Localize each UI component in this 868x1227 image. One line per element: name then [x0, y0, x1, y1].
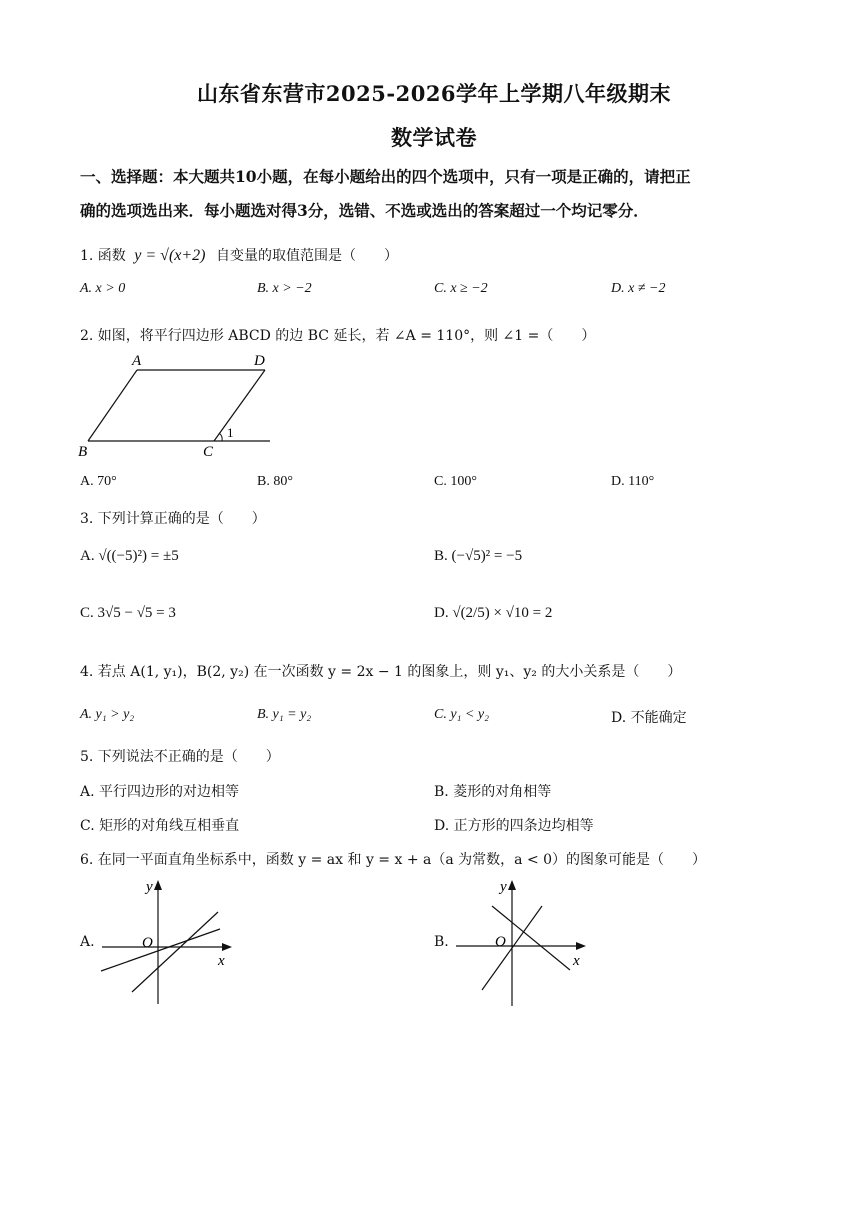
q6b-axis-x: x [573, 953, 580, 969]
q2-option-c[interactable]: C. 100° [434, 474, 477, 489]
q1-prefix: 1. 函数 [80, 248, 126, 264]
section-instruction-line1: 一、选择题：本大题共10小题，在每小题给出的四个选项中，只有一项是正确的，请把正 [80, 167, 691, 186]
label-b: B [78, 444, 88, 460]
q3-option-a[interactable]: A. √((−5)²) = ±5 [80, 548, 179, 564]
label-angle-1: 1 [227, 425, 234, 440]
q4-option-c[interactable]: C. y₁ < y₂ [434, 707, 489, 722]
q6a-axis-x: x [218, 953, 225, 969]
q6-option-a-label[interactable]: A. [80, 934, 95, 950]
q6-graph-b[interactable] [452, 876, 592, 1010]
q5-option-a[interactable]: A. 平行四边形的对边相等 [80, 784, 240, 800]
label-c: C [203, 444, 214, 460]
q5-option-b[interactable]: B. 菱形的对角相等 [434, 784, 552, 800]
q6-stem: 6. 在同一平面直角坐标系中，函数 y = ax 和 y = x + a（a 为常数，a < 0）的图象可能是（ ） [80, 852, 707, 868]
q1-option-d[interactable]: D. x ≠ −2 [611, 281, 666, 296]
q4-option-a[interactable]: A. y₁ > y₂ [80, 707, 135, 722]
q3-option-c[interactable]: C. 3√5 − √5 = 3 [80, 605, 176, 621]
section-instruction-line2: 确的选项选出来．每小题选对得3分，选错、不选或选出的答案超过一个均记零分． [80, 201, 649, 220]
q5-option-c[interactable]: C. 矩形的对角线互相垂直 [80, 818, 240, 834]
q6b-origin: O [495, 934, 506, 950]
q1-option-b[interactable]: B. x > −2 [257, 281, 312, 296]
q3-option-d[interactable]: D. √(2/5) × √10 = 2 [434, 605, 553, 621]
q2-option-a[interactable]: A. 70° [80, 474, 117, 489]
label-a: A [132, 353, 142, 369]
q4-option-d[interactable]: D. 不能确定 [611, 710, 687, 726]
q2-stem: 2. 如图，将平行四边形 ABCD 的边 BC 延长，若 ∠A = 110°，则 ∠1 =（ ） [80, 328, 596, 344]
q1-option-a[interactable]: A. x > 0 [80, 281, 126, 296]
q3-option-b[interactable]: B. (−√5)² = −5 [434, 548, 523, 564]
q4-stem: 4. 若点 A(1, y₁)，B(2, y₂) 在一次函数 y = 2x − 1 的图象上，则 y₁、y₂ 的大小关系是（ ） [80, 664, 682, 680]
q6b-axis-y: y [500, 879, 507, 895]
q6a-axis-y: y [146, 879, 153, 895]
q3-stem: 3. 下列计算正确的是（ ） [80, 511, 266, 527]
q5-option-d[interactable]: D. 正方形的四条边均相等 [434, 818, 594, 834]
parallelogram-figure [76, 350, 276, 460]
q6-option-b-label[interactable]: B. [434, 934, 449, 950]
q2-option-d[interactable]: D. 110° [611, 474, 655, 489]
q1-option-c[interactable]: C. x ≥ −2 [434, 281, 488, 296]
q1-formula: y = √(x+2) [134, 247, 206, 264]
q6a-origin: O [142, 935, 153, 951]
label-d: D [254, 353, 265, 369]
q1-suffix: 自变量的取值范围是（ ） [215, 248, 398, 264]
q4-option-b[interactable]: B. y₁ = y₂ [257, 707, 312, 722]
page-title: 山东省东营市2025-2026学年上学期八年级期末 [196, 81, 672, 106]
q5-stem: 5. 下列说法不正确的是（ ） [80, 749, 280, 765]
q2-option-b[interactable]: B. 80° [257, 474, 293, 489]
page-subtitle: 数学试卷 [391, 125, 477, 150]
q1-stem [80, 245, 398, 265]
q6-graph-a[interactable] [96, 876, 236, 1010]
